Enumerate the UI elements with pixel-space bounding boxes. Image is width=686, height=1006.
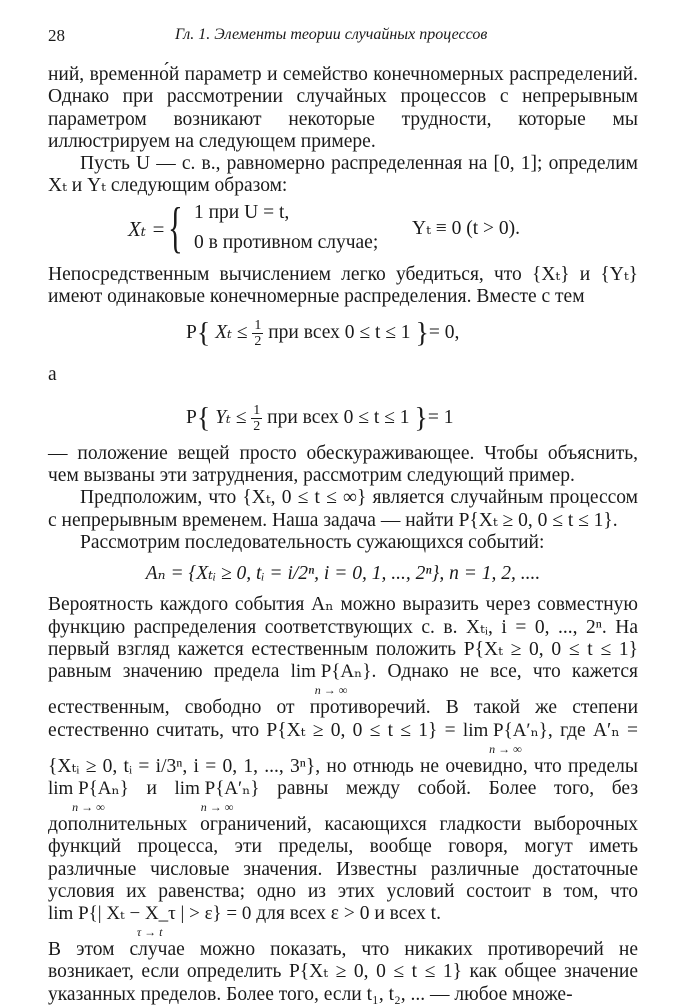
probability-formula-y (48, 393, 638, 443)
xt-case-1: 1 при U = t, (194, 201, 290, 223)
fraction-numerator: 1 (254, 318, 262, 334)
half-fraction (251, 403, 262, 434)
paragraph-2: Пусть U — с. в., равномерно распределенная на [0, 1]; определим Xₜ и Yₜ следующим образом: (48, 153, 638, 197)
right-brace: } (414, 402, 428, 434)
running-title: Гл. 1. Элементы теории случайных процессов (175, 26, 488, 43)
paragraph-4: — положение вещей просто обескураживающее. Чтобы объяснить, чем вызваны эти затруднения, рассмотрим следующий пример. (48, 442, 638, 486)
paragraph-8: В этом случае можно показать, что никаких противоречий не возникает, если определить P{Xₜ ≥ 0, 0 ≤ t ≤ 1} как общее значение указанных пределов. Более того, если t₁, t₂, ... — любое множе- (48, 939, 638, 1005)
px-prefix: P (186, 322, 197, 344)
py-tail: при всех 0 ≤ t ≤ 1 (267, 406, 410, 428)
left-brace: { (196, 402, 211, 434)
fraction-numerator: 1 (253, 402, 261, 418)
paragraph-7a: Вероятность каждого события Aₙ можно выразить через совместную функцию распределения соответствующих с. в. Xₜᵢ, i = 0, ..., 2ⁿ. На первый взгляд кажется естественным положить P{Xₜ ≥ 0, 0 ≤ t ≤ 1} равным значению предела (48, 594, 638, 683)
fraction-denominator: 2 (253, 418, 261, 434)
probability-formula-x (48, 308, 638, 358)
xt-lhs: Xₜ = (128, 216, 166, 241)
paragraph-7f: равны между собой. Более того, без дополнительных ограничений, касающихся гладкости выборочных функций процесса, эти пределы, вообще говоря, могут иметь различные числовые значения. Известны различные достаточные условия их равенства; одно из этих условий состоит в том, что (48, 777, 639, 902)
an-definition-formula: Aₙ = {Xₜᵢ ≥ 0, tᵢ = i/2ⁿ, i = 0, 1, ..., 2ⁿ}, n = 1, 2, .... (145, 563, 541, 585)
left-brace: { (168, 196, 183, 259)
paragraph-3: Непосредственным вычислением легко убедиться, что {Xₜ} и {Yₜ} имеют одинаковые конечномерные распределения. Вместе с тем (48, 263, 638, 308)
paragraph-5: Предположим, что {Xₜ, 0 ≤ t ≤ ∞} является случайным процессом с непрерывным временем. Наша задача — найти P{Xₜ ≥ 0, 0 ≤ t ≤ 1}. (48, 487, 638, 531)
left-brace: { (196, 318, 211, 350)
limit-expression: lim P{Aₙ} n → ∞ (48, 777, 129, 814)
limit-expression-prime: lim P{A′ₙ} n → ∞ (174, 777, 260, 814)
page-body (48, 64, 638, 1006)
page-number: 28 (48, 26, 65, 45)
yt-definition: Yₜ ≡ 0 (t > 0). (412, 217, 521, 239)
px-body: Xₜ ≤ (215, 322, 248, 344)
limit-expression: lim P{Aₙ} n → ∞ (290, 661, 372, 698)
paragraph-7: Вероятность каждого события Aₙ можно выразить через совместную функцию распределения соответствующих с. в. Xₜᵢ, i = 0, ..., 2ⁿ. На первый взгляд кажется естественным положить P{Xₜ ≥ 0, 0 ≤ t ≤ 1} равным значению предела lim P{Aₙ} n → ∞ . Однако не все, что кажется естественным, свободно от противоречий. В такой же степени естественно считать, что P{Xₜ ≥ 0, 0 ≤ t ≤ 1} = lim P{A′ₙ} n → ∞ , где A′ₙ = {Xₜᵢ ≥ 0, tᵢ = i/3ⁿ, i = 0, 1, ..., 3ⁿ}, но отнюдь не очевидно, что пределы lim P{Aₙ} n → ∞ и lim P{A′ₙ} n → ∞ равны между собой. Более того, без дополнительных ограничений, касающихся гладкости выборочных функций процесса, эти пределы, вообще говоря, могут иметь различные числовые значения. Известны различные достаточные условия их равенства; одно из этих условий состоит в том, что lim P{| Xₜ − X_τ | > ε} = 0 τ → t для всех ε > 0 и всех t. (48, 594, 639, 940)
continuity-limit: lim P{| Xₜ − X_τ | > ε} = 0 τ → t (48, 903, 252, 940)
paragraph-7c: где (560, 719, 586, 741)
page-header (0, 0, 686, 60)
lhs-equation: P{Xₜ ≥ 0, 0 ≤ t ≤ 1} = (266, 719, 456, 741)
paragraph-7e: и (146, 777, 157, 799)
py-value: = 1 (427, 406, 454, 428)
half-fraction (252, 318, 263, 349)
conjunction-a: а (48, 364, 57, 386)
py-prefix: P (186, 406, 197, 428)
paragraph-1: ний, временно́й параметр и семейство конечномерных распределений. Однако при рассмотрении случайных процессов с непрерывным параметром возникают некоторые трудности, которые мы иллюстрируем на следующем примере. (48, 64, 638, 152)
xt-case-2: 0 в противном случае; (194, 231, 379, 253)
process-definition-formula (48, 198, 638, 264)
right-brace: } (415, 318, 429, 350)
paragraph-7b: . Однако не все, что кажется естественным, свободно от противоречий. В такой же степени естественно считать, что (48, 661, 638, 741)
px-value: = 0, (428, 322, 460, 344)
paragraph-7g: для всех ε > 0 и всех t. (256, 903, 441, 925)
fraction-denominator: 2 (254, 334, 262, 350)
py-body: Yₜ ≤ (215, 406, 247, 428)
an-prime-definition: A′ₙ = {Xₜᵢ ≥ 0, tᵢ = i/3ⁿ, i = 0, 1, ..., 3ⁿ} (48, 719, 639, 777)
paragraph-7d: , но отнюдь не очевидно, что пределы (315, 755, 638, 777)
limit-expression-prime: lim P{A′ₙ} n → ∞ (462, 719, 548, 756)
paragraph-6: Рассмотрим последовательность сужающихся событий: (80, 531, 545, 553)
px-tail: при всех 0 ≤ t ≤ 1 (268, 322, 411, 344)
